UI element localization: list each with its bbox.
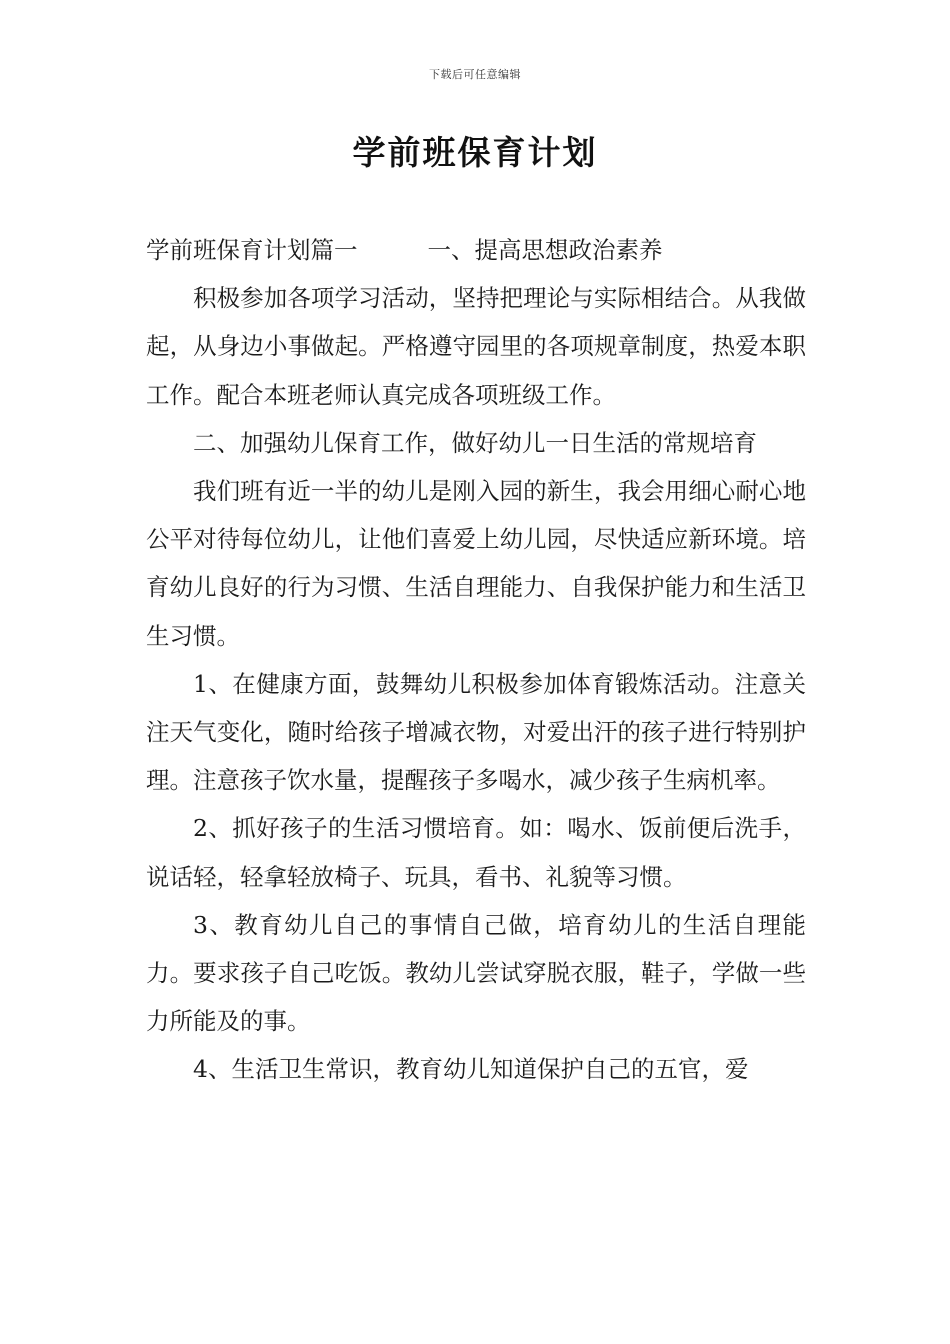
paragraph: 3、教育幼儿自己的事情自己做，培育幼儿的生活自理能力。要求孩子自己吃饭。教幼儿尝试穿脱衣服，鞋子，学做一些力所能及的事。 — [146, 910, 806, 1036]
header-note: 下载后可任意编辑 — [429, 68, 521, 81]
paragraph: 我们班有近一半的幼儿是刚入园的新生，我会用细心耐心地公平对待每位幼儿，让他们喜爱上幼儿园，尽快适应新环境。培育幼儿良好的行为习惯、生活自理能力、自我保护能力和生活卫生习惯。 — [146, 477, 806, 650]
section-heading: 一、提高思想政治素养 — [427, 236, 663, 264]
paragraph: 二、加强幼儿保育工作，做好幼儿一日生活的常规培育 — [193, 428, 757, 457]
section-lead: 学前班保育计划篇一 — [146, 236, 358, 264]
paragraph: 2、抓好孩子的生活习惯培育。如：喝水、饭前便后洗手，说话轻，轻拿轻放椅子、玩具，看书、礼貌等习惯。 — [146, 814, 806, 891]
section-heading-paragraph — [146, 226, 806, 274]
paragraph: 4、生活卫生常识，教育幼儿知道保护自己的五官，爱 — [193, 1055, 749, 1084]
document-title: 学前班保育计划 — [352, 133, 598, 172]
paragraph: 1、在健康方面，鼓舞幼儿积极参加体育锻炼活动。注意关注天气变化，随时给孩子增减衣物，对爱出汗的孩子进行特别护理。注意孩子饮水量，提醒孩子多喝水，减少孩子生病机率。 — [146, 669, 806, 795]
paragraph: 积极参加各项学习活动，坚持把理论与实际相结合。从我做起，从身边小事做起。严格遵守园里的各项规章制度，热爱本职工作。配合本班老师认真完成各项班级工作。 — [146, 284, 806, 409]
document-body — [146, 226, 806, 1094]
